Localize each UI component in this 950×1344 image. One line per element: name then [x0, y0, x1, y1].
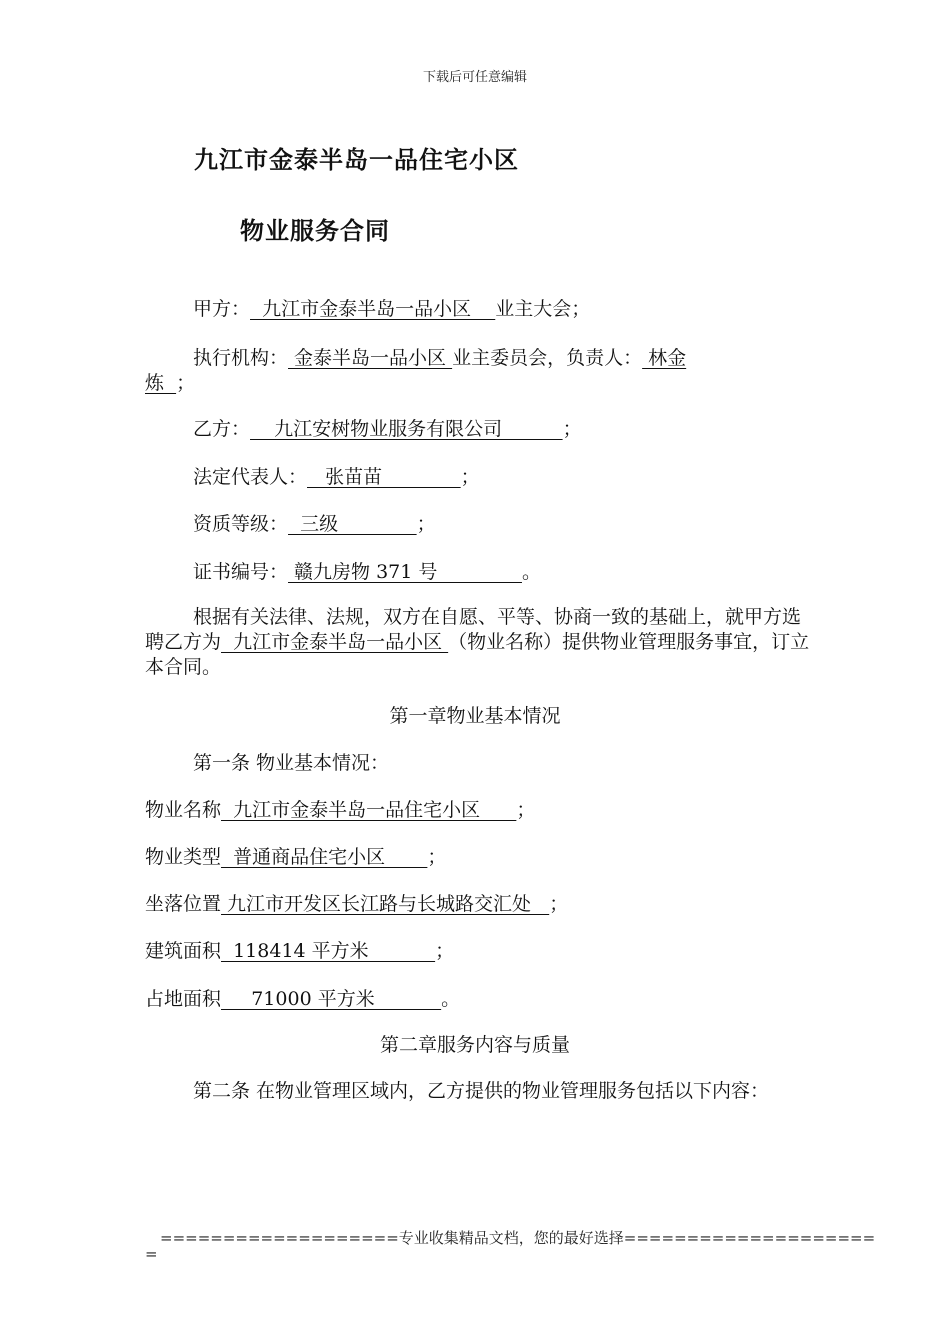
article-2: 第二条 在物业管理区域内，乙方提供的物业管理服务包括以下内容：	[193, 1080, 770, 1102]
party-b-label: 乙方：	[193, 418, 251, 440]
qualification-label: 资质等级：	[193, 513, 289, 535]
qualification-line	[193, 511, 436, 537]
qualification-end: ；	[416, 513, 436, 535]
legal-rep-label: 法定代表人：	[193, 466, 308, 488]
property-name-end: ；	[516, 799, 536, 821]
party-b-end: ；	[562, 418, 582, 440]
property-name-line	[145, 797, 535, 823]
land-area-value: 71000 平方米	[221, 988, 442, 1010]
certificate-value: 赣九房物 371 号	[288, 561, 522, 583]
executive-label: 执行机构：	[193, 347, 289, 369]
legal-rep-value: 张苗苗	[307, 466, 461, 488]
property-type-line	[145, 844, 446, 870]
executive-person-part-1: 林金	[642, 347, 687, 369]
land-area-line	[145, 986, 460, 1012]
intro-text-2: （物业名称）提供物业管理服务事宜，订立本合同。	[145, 631, 810, 678]
party-a-label: 甲方：	[193, 298, 251, 320]
party-a-value: 九江市金泰半岛一品小区	[250, 298, 496, 320]
footer-separator-tail: =	[145, 1245, 158, 1263]
intro-paragraph	[145, 605, 810, 680]
certificate-label: 证书编号：	[193, 561, 289, 583]
qualification-value: 三级	[288, 513, 417, 535]
certificate-line	[193, 559, 541, 585]
executive-line-cont	[145, 370, 195, 396]
party-a-line	[193, 296, 590, 322]
property-location-end: ；	[549, 893, 569, 915]
party-b-value: 九江安树物业服务有限公司	[250, 418, 563, 440]
executive-line	[193, 345, 686, 371]
executive-person-part-2: 炼	[145, 372, 177, 394]
footer-separator-line: ===================专业收集精品文档，您的最好选择====================	[160, 1229, 876, 1247]
building-area-line	[145, 938, 454, 964]
building-area-label: 建筑面积	[145, 940, 222, 962]
intro-text-1: 根据有关法律、法规，双方在自愿、平等、协商一致的基础上，就甲方选聘乙方为	[145, 606, 802, 653]
property-location-line	[145, 891, 568, 917]
property-name-value: 九江市金泰半岛一品住宅小区	[221, 799, 517, 821]
article-1: 第一条 物业基本情况：	[193, 752, 390, 774]
property-location-label: 坐落位置	[145, 893, 222, 915]
executive-end: ；	[176, 372, 196, 394]
property-type-end: ；	[427, 846, 447, 868]
building-area-end: ；	[435, 940, 455, 962]
property-type-value: 普通商品住宅小区	[221, 846, 428, 868]
land-area-end: 。	[441, 988, 461, 1010]
executive-middle: 业主委员会，负责人：	[452, 347, 643, 369]
legal-rep-line	[193, 464, 480, 490]
intro-property-name: 九江市金泰半岛一品小区	[221, 631, 449, 653]
building-area-value: 118414 平方米	[221, 940, 436, 962]
chapter-2-heading: 第二章服务内容与质量	[379, 1034, 570, 1056]
contract-title-line-2: 物业服务合同	[240, 216, 390, 245]
party-b-line	[193, 416, 582, 442]
certificate-end: 。	[521, 561, 541, 583]
property-type-label: 物业类型	[145, 846, 222, 868]
property-location-value: 九江市开发区长江路与长城路交汇处	[221, 893, 550, 915]
land-area-label: 占地面积	[145, 988, 222, 1010]
executive-value: 金泰半岛一品小区	[288, 347, 453, 369]
legal-rep-end: ；	[460, 466, 480, 488]
property-name-label: 物业名称	[145, 799, 222, 821]
party-a-suffix: 业主大会；	[495, 298, 591, 320]
contract-title-line-1: 九江市金泰半岛一品住宅小区	[194, 145, 519, 174]
chapter-1-heading: 第一章物业基本情况	[389, 705, 561, 727]
header-note: 下载后可任意编辑	[422, 70, 527, 85]
